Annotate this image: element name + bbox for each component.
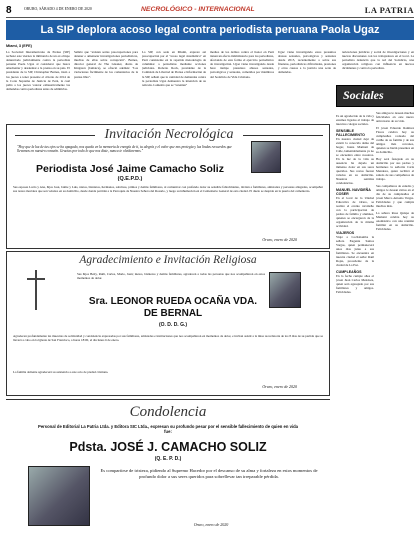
thanks-title: Agradecimiento e Invitación Religiosa — [79, 254, 257, 266]
sociales-column — [336, 111, 374, 540]
newspaper-name: LA PATRIA — [364, 5, 414, 15]
sociales-text: En nuestra ciudad dejó de existir la conocida dama del hogar, Juana Mamani de Calle, lamentablemente ya no se encuentra entre nosotros. En la luz de la vida su ausencia ha dejado un inmenso dolor en sus seres queridos. Sus restos fueron velados en su domicilio. Nuestras sentidas condolencias. — [336, 137, 374, 185]
sociales-text: El joven Eduardo Ramírez Flores celebra hoy su cumpleaños rodeado del cariño de su familia y de sus amigos más cercanos, quienes se harán presentes en su domicilio. — [376, 126, 414, 154]
sociales-heading: VIAJEROS — [336, 231, 355, 235]
sociales-text: Es un agradecido de la vida y estamos ligados al trabajo de nuestros colegas sociales. — [336, 114, 374, 126]
sociales-title: Sociales — [343, 88, 384, 102]
sociales-text: En la fecha cumple años el joven Juan Carlos Mendoza, quien será agasajado por sus familiares y amigos. Felicidades. — [336, 274, 374, 294]
cross-icon-bar — [27, 278, 45, 280]
condolence-notice — [6, 400, 330, 540]
sociales-text: Hoy será festejado en su domicilio por sus padres y hermanos la señorita Carla Mendoza, quien recibirá el saludo de sus compañeros de trabajo. — [376, 157, 414, 181]
page-header — [6, 5, 414, 16]
rip-label: (Q. E. P. D.) — [154, 456, 182, 462]
sociales-heading: CUMPLEAÑOS — [336, 270, 362, 274]
condolence-body: Es compartirse de tristeza, pidiendo al Supremo Hacedor por el descanso de su alma y fortaleza en estos momentos de profundo dolor a sus seres queridos para sobrellevar tan irreparable pérdida. — [100, 468, 318, 479]
portrait-photo — [28, 466, 90, 526]
portrait-photo — [269, 272, 301, 308]
article-column: Señaló que "existen serias preocupaciones para detener o amenazar investigaciones periodísticas, muchas de ellas sobre corrupción". Barnes, director general de The Gleaner, diario de Kingston (Jamaica), se ofreció además: "Las violaciones fácilmente de los comentarios de la prensa libre". — [74, 50, 138, 79]
deceased-name-line2: DE BERNAL — [143, 308, 203, 319]
article-column: Ugaz viene investigando estos presuntos abusos sexuales, psicológicos y sexuales desde 2015, recientemente a sobre sus finanzas, periodísticas dificultades, presiones y otras causas a la justicia una serie de demandas. — [278, 50, 336, 75]
thanks-note: La familia doliente agradecerá su asistencia a este acto de piedad cristiana. — [13, 370, 109, 374]
article-byline: Miami, 3 (EFE) — [6, 44, 32, 48]
obituary-body: Sus esposas Lucía y Ana, hijos José, Jaime y Luis, nietos, bisnietos, hermanos, sobrinos, primos y demás familiares, al comunicar con profundo dolor su sensible fallecimiento, invitan a familiares, amistades y personas allegadas, acompañar sus restos mortales que son velados en su domicilio, desde donde partirán a la Parroquia de Nuestra Señora del Rosario, y luego su inhumación en el Cementerio General de esta ciudad. El duelo se despide en la puerta del cementerio. — [13, 185, 323, 194]
deceased-name: Pdsta. JOSÉ J. CAMACHO SOLIZ — [69, 440, 267, 454]
portrait-photo — [251, 141, 281, 173]
sociales-banner — [336, 85, 414, 107]
thanks-intro: Sus hijos Betty, Ruth, Carlos, Mario, Juan; nietos, bisnietos y demás familiares, agradecen a todas las personas que nos acompañaron en estos momentos de dolor. — [77, 272, 265, 281]
deceased-name: Periodista José Jaime Camacho Soliz — [36, 163, 224, 175]
sociales-text: Viajó a Cochabamba la señora Eugenia Santos Vargas, quien permanecerá unos días junto a sus familiares. Se encuentra en nuestra ciudad el señor Raúl Rojas, procedente de la ciudad de La Paz. — [336, 235, 374, 267]
article-column: medios de los delitos contra el honor en Perú tienen un efecto intimidatorio para los periodistas, afectando de esta forma el ejercicio periodístico de investigación. Ugaz viene investigando desde hace tiempo presuntos abusos sexuales, psicológicos y sexuales, cometidos por miembros del Sodalicio de Vida Cristiana. — [210, 50, 274, 79]
thanks-invitation — [6, 251, 330, 396]
article-headline: La SIP deplora acoso legal contra periodista peruana Paola Ugaz — [6, 20, 414, 40]
thanks-body: Agradecen profundamente las muestras de solidaridad y condolencia expresadas por sus familiares, amistades e instituciones que nos acompañaron en momentos de dolor, e invitan asistir a la misa recordatoria de los 8 días de su partida que se llevará a cabo en la Iglesia de San Francisco, a horas 18:00, el día lunes 6 de enero. — [13, 334, 323, 343]
sociales-text: En el local de la Unidad Educativa de Oruro, se realizó el evento navideño con la participación de padres de familia y alumnos, quienes se encargaron de la organización de la misma actividad. — [336, 196, 374, 228]
rip-label: (O. D. D. G.) — [158, 322, 188, 328]
sociales-column — [376, 111, 414, 540]
sociales-heading: MANUEL NAVIDEÑA COSER — [336, 188, 371, 196]
obituary-quote: "Hoy que la luz de tus ojos se ha apagado, nos queda en la memoria la energía de ti, tu alegría y el valor que nos protegía y las lindas recuerdos que llevamos en nuestro corazón. Gracias por todo lo que nos diste, nunca te olvidaremos." — [17, 145, 232, 154]
obituary-invitation — [6, 124, 330, 249]
cross-icon — [35, 270, 37, 310]
article-column: La SIP, con sede en Miami, expresó así preocupación por el "acoso legal sistemático" en Perú consistente en la repetida metodología de calumniar a periodistas mediante acciones judiciales. Roberto Rock, presidente de la Comisión de Libertad de Prensa e Información de la SIP, señaló que la cantidad de demandas contra la periodista Ugaz demuestra la intención de su retirada. Lamentó que se "retenían" — [142, 50, 206, 87]
sociales-text: Sus amigos le desean muchas felicidades en este nuevo aniversario de su vida. — [376, 111, 414, 123]
section-label: NECROLÓGICO - INTERNACIONAL — [141, 6, 255, 13]
page-number: 8 — [6, 5, 12, 16]
sociales-text: La señora Rosa Quispe de Mamani celebra hoy su onomástico con una reunión familiar en su domicilio. Felicidades. — [376, 211, 414, 231]
sociales-sidebar — [336, 85, 414, 540]
deceased-name: Sra. LEONOR RUEDA OCAÑA VDA. — [88, 296, 258, 307]
rip-label: (Q.E.P.D.) — [117, 176, 143, 182]
obituary-title: Invitación Necrológica — [104, 127, 234, 142]
obituary-date: Oruro, enero de 2020 — [262, 237, 297, 242]
title-rule — [243, 135, 323, 136]
condolence-intro: Personal de Editorial La Patria Ltda. y Editora SIC Ltda., expresan su profundo pesar por el sensible fallecimiento de quien en vida fue: — [38, 424, 298, 434]
header-divider — [6, 17, 414, 18]
sociales-heading: SENSIBLE FALLECIMIENTO — [336, 129, 365, 137]
condolence-date: Oruro, enero de 2020 — [193, 522, 229, 527]
title-rule — [15, 135, 95, 136]
article-column: La Sociedad Interamericana de Prensa (SIP) rechazó este viernes la militancia de un ex obispo denunciado judicialmente contra la periodista peruana Paola Ugaz al considerar que busca amedrentar y desalentar a la prensa en su país. El presidente de la SIP, Christopher Barnes, instó a los jueces a tener presente el criterio de 2014 de la Corte Suprema de Justicia de Perú, la cual pidió a los jueces valorar exhaustivamente las demandas contra periodistas antes de admitirlas. — [6, 50, 70, 91]
issue-date: ORURO, SÁBADO 4 DE ENERO DE 2020 — [24, 7, 92, 11]
sociales-text: Sus compañeros de estudio y amigos le desean éxitos en el día de su cumpleaños al joven Marco Antonio Vargas. Felicidades y que cumpla muchos más. — [376, 184, 414, 208]
thanks-date: Oruro, enero de 2020 — [262, 384, 297, 389]
article-column: terizaciones jurídicas y social de investigaciones y en nuevas discusiones con los trabajadores en el local. La periodista denunció que la red del Sodalicio, una organización religiosa con influencia en nuevos dictámenes y contra la periodista. — [342, 50, 414, 71]
condolence-title: Condolencia — [129, 404, 207, 420]
